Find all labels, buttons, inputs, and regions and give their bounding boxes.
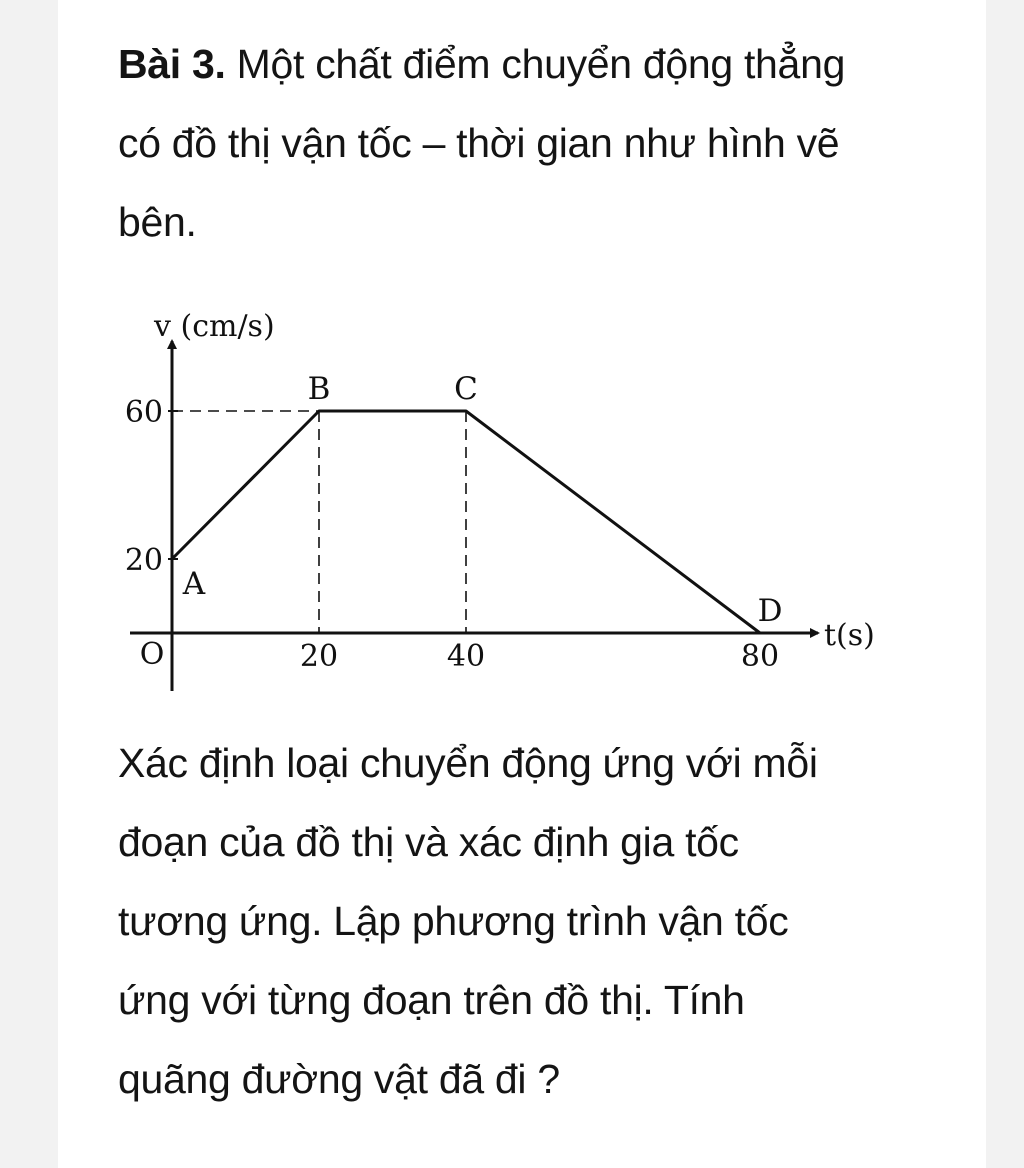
- velocity-time-graph: [100, 285, 900, 705]
- question-line-3: tương ứng. Lập phương trình vận tốc: [118, 898, 789, 944]
- question-line-4: ứng với từng đoạn trên đồ thị. Tính: [118, 977, 745, 1023]
- problem-question: [118, 724, 948, 1119]
- x-tick-label-80: 80: [740, 639, 780, 674]
- problem-intro: [118, 25, 948, 262]
- intro-line-3: bên.: [118, 199, 197, 245]
- point-label-d: D: [757, 593, 783, 629]
- question-line-1: Xác định loại chuyển động ứng với mỗi: [118, 740, 818, 786]
- question-line-5: quãng đường vật đã đi ?: [118, 1056, 560, 1102]
- origin-label: O: [139, 637, 165, 672]
- x-tick-label-40: 40: [446, 639, 486, 674]
- x-tick-label-20: 20: [299, 639, 339, 674]
- point-label-c: C: [454, 371, 478, 407]
- x-axis-title: t(s): [824, 618, 875, 653]
- intro-line-2: có đồ thị vận tốc – thời gian như hình vẽ: [118, 120, 840, 166]
- point-label-b: B: [307, 371, 331, 407]
- point-label-a: A: [182, 566, 206, 602]
- question-line-2: đoạn của đồ thị và xác định gia tốc: [118, 819, 739, 865]
- y-tick-label-20: 20: [124, 543, 163, 578]
- intro-line-1: Một chất điểm chuyển động thẳng: [225, 41, 846, 87]
- guide-lines: [172, 411, 466, 633]
- problem-label: Bài 3.: [118, 41, 226, 87]
- y-tick-label-60: 60: [124, 395, 163, 430]
- y-axis-title: v (cm/s): [154, 309, 275, 344]
